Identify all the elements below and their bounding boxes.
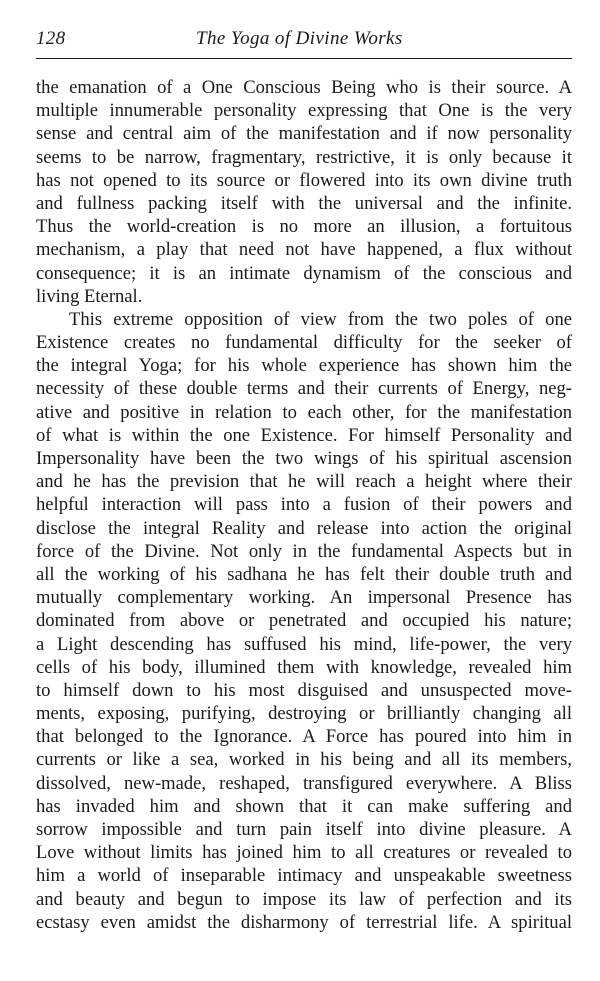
text-line: consequence; it is an intimate dynamism of the conscious and — [36, 262, 572, 284]
text-line: of what is within the one Existence. For himself Personality and — [36, 424, 572, 446]
text-line: multiple innumerable personality expressing that One is the very — [36, 100, 572, 122]
text-line: ecstasy even amidst the disharmony of terrestrial life. A spiritual — [36, 911, 572, 933]
text-line: ments, exposing, purifying, destroying or brilliantly changing all — [36, 703, 572, 725]
text-line: necessity of these double terms and their currents of Energy, neg- — [36, 378, 572, 400]
text-line: dominated from above or penetrated and occupied his nature; — [36, 610, 572, 632]
paragraph-first-line: This extreme opposition of view from the two poles of one — [69, 308, 572, 330]
text-line: ative and positive in relation to each other, for the manifestation — [36, 401, 572, 423]
running-title: The Yoga of Divine Works — [196, 28, 403, 49]
text-line: Thus the world-creation is no more an illusion, a fortuitous — [36, 216, 572, 238]
text-line: mechanism, a play that need not have happened, a flux without — [36, 239, 572, 261]
text-line: all the working of his sadhana he has felt their double truth and — [36, 563, 572, 585]
body-text — [36, 76, 572, 934]
text-line: sorrow impossible and turn pain itself into divine pleasure. A — [36, 819, 572, 840]
text-line: force of the Divine. Not only in the fundamental Aspects but in — [36, 540, 572, 562]
text-line: the integral Yoga; for his whole experience has shown him the — [36, 355, 572, 377]
page-number: 128 — [36, 28, 66, 49]
text-line: has not opened to its source or flowered into its own divine truth — [36, 169, 572, 191]
text-line: mutually complementary working. An impersonal Presence has — [36, 587, 572, 609]
text-line: Impersonality have been the two wings of his spiritual ascension — [36, 448, 572, 469]
text-line: that belonged to the Ignorance. A Force has poured into him in — [36, 726, 572, 748]
text-line: Existence creates no fundamental difficulty for the seeker of — [36, 332, 572, 354]
text-line: a Light descending has suffused his mind, life-power, the very — [36, 633, 572, 655]
running-head — [36, 24, 572, 60]
text-line: cells of his body, illumined them with knowledge, revealed him — [36, 656, 572, 678]
text-line: has invaded him and shown that it can make suffering and — [36, 795, 572, 817]
text-line: the emanation of a One Conscious Being who is their source. A — [36, 77, 572, 98]
text-line: seems to be narrow, fragmentary, restrictive, it is only because it — [36, 146, 572, 168]
text-line: disclose the integral Reality and release into action the original — [36, 517, 572, 539]
text-line: and fullness packing itself with the universal and the infinite. — [36, 192, 572, 214]
text-line: him a world of inseparable intimacy and unspeakable sweetness — [36, 865, 572, 887]
text-line: and beauty and begun to impose its law of perfection and its — [36, 888, 572, 910]
text-line: currents or like a sea, worked in his being and all its members, — [36, 749, 572, 771]
text-line: and he has the prevision that he will reach a height where their — [36, 471, 572, 493]
text-line: sense and central aim of the manifestation and if now personality — [36, 123, 572, 145]
text-line: helpful interaction will pass into a fusion of their powers and — [36, 494, 572, 516]
text-line: dissolved, new-made, reshaped, transfigured everywhere. A Bliss — [36, 772, 572, 794]
header-rule — [36, 58, 572, 59]
text-line: to himself down to his most disguised and unsuspected move- — [36, 679, 572, 701]
text-line: Love without limits has joined him to all creatures or revealed to — [36, 842, 572, 864]
text-line: living Eternal. — [36, 285, 143, 307]
